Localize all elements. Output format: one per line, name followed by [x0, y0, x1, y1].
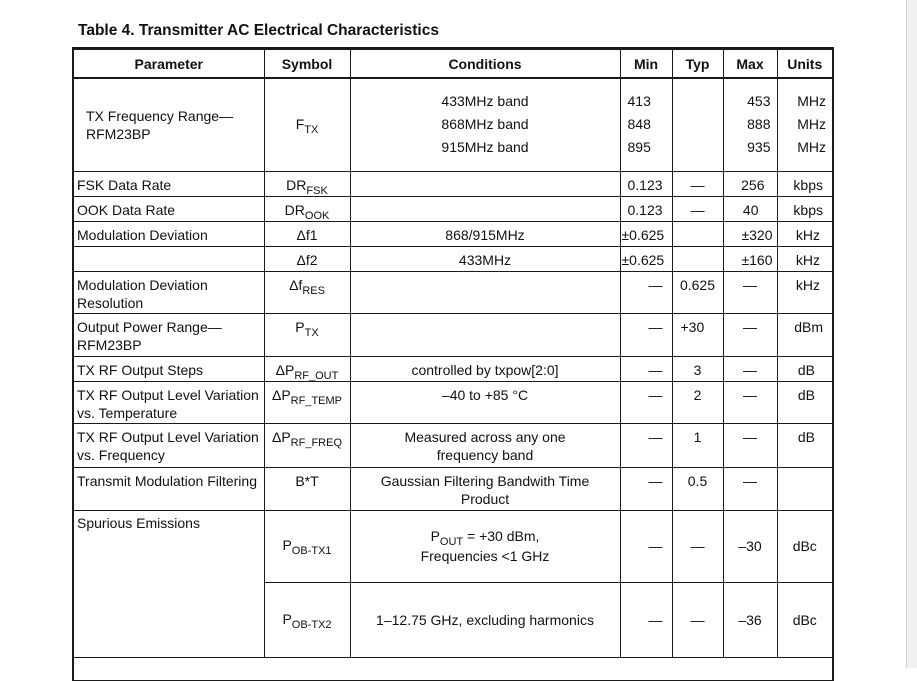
header-units: Units — [777, 49, 833, 79]
header-conditions: Conditions — [350, 49, 620, 79]
table-row: TX RF Output Level Variation vs. Temperature $\Delta P_{RF\_TEMP}$ –40 to +85 °C — 2 — dB — [73, 381, 833, 423]
param-fsk: FSK Data Rate — [73, 171, 264, 196]
table-row: TX RF Output Level Variation vs. Frequency $\Delta P_{RF\_FREQ}$ Measured across any one frequency band — 1 — dB — [73, 423, 833, 467]
max-values: 453 888 935 — [723, 78, 777, 171]
symbol-drook: $DR_{OOK}$ — [264, 196, 350, 221]
table-title: Table 4. Transmitter AC Electrical Characteristics — [78, 22, 439, 39]
min-values: 413 848 895 — [620, 78, 672, 171]
param-spurious-emissions: Spurious Emissions — [73, 510, 264, 657]
param-ook: OOK Data Rate — [73, 196, 264, 221]
header-max: Max — [723, 49, 777, 79]
units-values: MHz MHz MHz — [777, 78, 833, 171]
param-modulation-filtering: Transmit Modulation Filtering — [73, 467, 264, 510]
table-row: Transmit Modulation Filtering B*T Gaussian Filtering Bandwith Time Product — 0.5 — — [73, 467, 833, 510]
header-typ: Typ — [672, 49, 723, 79]
table-row: OOK Data Rate $DR_{OOK}$ 0.123 — 40 kbps — [73, 196, 833, 221]
table-row: FSK Data Rate $DR_{FSK}$ 0.123 — 256 kbps — [73, 171, 833, 196]
header-parameter: Parameter — [73, 49, 264, 79]
table-row — [73, 78, 833, 171]
table-row: Modulation Deviation Δf1 868/915MHz ±0.625 ±320 kHz — [73, 221, 833, 246]
table-row: Output Power Range—RFM23BP $P_{TX}$ — +30 — dBm — [73, 313, 833, 356]
param-mod-deviation: Modulation Deviation — [73, 221, 264, 246]
param-output-power: Output Power Range—RFM23BP — [73, 313, 264, 356]
param-deviation-resolution: Modulation Deviation Resolution — [73, 271, 264, 313]
header-symbol: Symbol — [264, 49, 350, 79]
param-output-steps: TX RF Output Steps — [73, 356, 264, 381]
typ-empty — [672, 78, 723, 171]
param-level-vs-temperature: TX RF Output Level Variation vs. Temperature — [73, 381, 264, 423]
page-edge-gutter — [906, 0, 917, 668]
symbol-ftx: $F_{TX}$ — [264, 78, 350, 171]
conditions-bands: 433MHz band 868MHz band 915MHz band — [350, 78, 620, 171]
table-row: Modulation Deviation Resolution $\Delta f_{RES}$ — 0.625 — kHz — [73, 271, 833, 313]
conditions-pout: $P_{OUT} = +30$ dBm, Frequencies <1 GHz — [350, 510, 620, 582]
table-row: Spurious Emissions $P_{OB-TX1}$ $P_{OUT} = +30$ dBm, Frequencies <1 GHz — — –30 dBc — [73, 510, 833, 582]
header-min: Min — [620, 49, 672, 79]
header-row — [73, 49, 833, 79]
table-row-cutoff — [73, 657, 833, 680]
param-level-vs-frequency: TX RF Output Level Variation vs. Frequency — [73, 423, 264, 467]
table-row: $P_{OB-TX2}$ 1–12.75 GHz, excluding harmonics — — –36 dBc — [73, 582, 833, 657]
transmitter-ac-table — [72, 47, 834, 681]
param-tx-frequency: TX Frequency Range—RFM23BP — [73, 78, 264, 171]
table-row: Δf2 433MHz ±0.625 ±160 kHz — [73, 246, 833, 271]
table-row: TX RF Output Steps $\Delta P_{RF\_OUT}$ controlled by txpow[2:0] — 3 — dB — [73, 356, 833, 381]
symbol-drfsk: $DR_{FSK}$ — [264, 171, 350, 196]
